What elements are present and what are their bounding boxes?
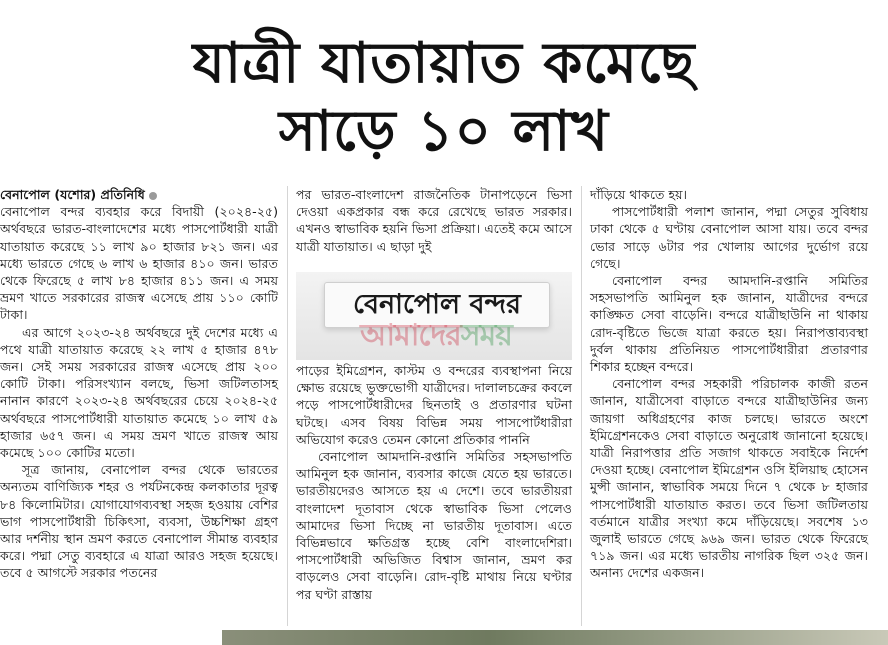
paragraph: বেনাপোল আমদানি-রপ্তানি সমিতির সহসভাপতি আমিনুল হক জানান, ব্যবসার কাজে যেতে হয় ভারতে। ভারতীয়দেরও আসতে হয় এ দেশে। তবে ভারতীয়রা বাংলাদেশ দূতাবাস থেকে স্বাভাবিক ভিসা পেলেও আমাদের ভিসা দিচ্ছে না ভারতীয় দূতাবাস। এতে বিভিন্নভাবে ক্ষতিগ্রস্ত হচ্ছে বেশি বাংলাদেশিরা। পাসপোর্টধারী অভিজিত বিশ্বাস জানান, ভ্রমণ কর বাড়লেও সেবা বাড়েনি। রোদ-বৃষ্টি মাথায় নিয়ে ঘণ্টার পর ঘণ্টা রাস্তায়: [296, 449, 572, 602]
article-photo: [296, 272, 572, 360]
article-column-3: [590, 186, 868, 582]
paragraph: বেনাপোল বন্দর সহকারী পরিচালক কাজী রতন জানান, যাত্রীসেবা বাড়াতে বন্দরে যাত্রীছাউনির জন্য জায়গা অধিগ্রহণের কাজ চলছে। ভারতে অংশে ইমিগ্রেশনকেও সেবা বাড়াতে অনুরোধ জানানো হয়েছে। যাত্রী নিরাপত্তার প্রতি সজাগ থাকতে সবাইকে নির্দেশ দেওয়া হচ্ছে। বেনাপোল ইমিগ্রেশন ওসি ইলিয়াছ হোসেন মুন্সী জানান, স্বাভাবিক সময়ে দিনে ৭ থেকে ৮ হাজার পাসপোর্টধারী যাতায়াত করত। তবে ভিসা জটিলতায় বর্তমানে যাত্রীর সংখ্যা কমে দাঁড়িয়েছে। সবশেষ ১৩ জুলাই ভারতে গেছে ৯৬৯ জন। ভারত থেকে ফিরেছে ৭১৯ জন। এর মধ্যে ভারতীয় নাগরিক ছিল ৩২৫ জন। অনান্য দেশের একজন।: [590, 376, 868, 581]
column-divider: [581, 186, 582, 626]
paragraph: পাসপোর্টধারী পলাশ জানান, পদ্মা সেতুর সুবিধায় ঢাকা থেকে ৫ ঘণ্টায় বেনাপোল আসা যায়। তবে বন্দর ভোর সাড়ে ৬টার পর খোলায় আগের দুর্ভোগ রয়ে গেছে।: [590, 204, 868, 271]
article-column-2-top: [296, 186, 572, 255]
column-divider: [287, 186, 288, 626]
headline: [0, 30, 888, 164]
headline-line-1: যাত্রী যাতায়াত কমেছে: [192, 30, 696, 96]
photo-sign: বেনাপোল বন্দর: [324, 282, 550, 328]
bullet-icon: [149, 192, 157, 200]
article-column-2-bottom: [296, 362, 572, 603]
paragraph: পাড়ের ইমিগ্রেশন, কাস্টম ও বন্দরের ব্যবস্থাপনা নিয়ে ক্ষোভ রয়েছে ভুক্তভোগী যাত্রীদের। দালালচক্রের কবলে পড়ে পাসপোর্টধারীদের ছিনতাই ও প্রতারণার ঘটনা ঘটছে। এসব বিষয় বিভিন্ন সময় পাসপোর্টধারীরা অভিযোগ করেও তেমন কোনো প্রতিকার পাননি: [296, 363, 572, 447]
headline-line-2: সাড়ে ১০ লাখ: [278, 98, 610, 164]
byline: বেনাপোল (যশোর) প্রতিনিধি: [0, 187, 145, 202]
paragraph: এর আগে ২০২৩-২৪ অর্থবছরে দুই দেশের মধ্যে এ পথে যাত্রী যাতায়াত করেছে ২২ লাখ ৫ হাজার ৪৭৮ জন। সেই সময় সরকারের রাজস্ব এসেছে প্রায় ২০০ কোটি টাকা। পরিসংখ্যান বলছে, ভিসা জটিলতাসহ নানান কারণে ২০২৩-২৪ অর্থবছরের চেয়ে ২০২৪-২৫ অর্থবছরে পাসপোর্টধারী যাতায়াত কমেছে ১০ লাখ ৫৯ হাজার ৬৫৭ জন। এ সময় ভ্রমণ খাতে রাজস্ব আয় কমেছে ১০০ কোটির মতো।: [0, 324, 278, 461]
paragraph: বেনাপোল বন্দর আমদানি-রপ্তানি সমিতির সহসভাপতি আমিনুল হক জানান, যাত্রীদের বন্দরে কাঙ্ক্ষিত সেবা বাড়েনি। বন্দরে যাত্রীছাউনি না থাকায় রোদ-বৃষ্টিতে ভিজে যাত্রা করতে হয়। নিরাপত্তাব্যবস্থা দুর্বল থাকায় প্রতিনিয়ত পাসপোর্টধারীরা প্রতারণার শিকার হচ্ছেন বন্দরে।: [590, 273, 868, 375]
next-photo-strip: [222, 630, 888, 645]
paragraph: দাঁড়িয়ে থাকতে হয়।: [590, 187, 688, 202]
watermark-part-2: সময়: [460, 318, 512, 353]
paragraph: পর ভারত-বাংলাদেশ রাজনৈতিক টানাপড়েনে ভিসা দেওয়া একপ্রকার বন্ধ করে রেখেছে ভারত সরকার। এখনও স্বাভাবিক হয়নি ভিসা প্রক্রিয়া। এতেই কমে আসে যাত্রী যাতায়াত। এ ছাড়া দুই: [296, 187, 572, 254]
paragraph: বেনাপোল বন্দর ব্যবহার করে বিদায়ী (২০২৪-২৫) অর্থবছরে ভারত-বাংলাদেশের মধ্যে পাসপোর্টধারী যাত্রী যাতায়াত করেছে ১১ লাখ ৯০ হাজার ৮২১ জন। এর মধ্যে ভারতে গেছে ৬ লাখ ৬ হাজার ৪১০ জন। ভারত থেকে ফিরেছে ৫ লাখ ৮৪ হাজার ৪১১ জন। এ সময় ভ্রমণ খাতে সরকারের রাজস্ব এসেছে প্রায় ১১০ কোটি টাকা।: [0, 204, 278, 323]
paragraph: সূত্র জানায়, বেনাপোল বন্দর থেকে ভারতের অন্যতম বাণিজ্যিক শহর ও পর্যটনকেন্দ্র কলকাতার দূরত্ব ৮৪ কিলোমিটার। যোগাযোগব্যবস্থা সহজ হওয়ায় বেশির ভাগ পাসপোর্টধারী চিকিৎসা, ব্যবসা, উচ্চশিক্ষা গ্রহণ আর দর্শনীয় স্থান ভ্রমণ করতে বেনাপোল সীমান্ত ব্যবহার করে। পদ্মা সেতু ব্যবহারে এ যাত্রা আরও সহজ হয়েছে। তবে ৫ আগস্টে সরকার পতনের: [0, 462, 278, 581]
watermark-part-1: আমাদের: [360, 318, 461, 353]
article-column-1: [0, 186, 278, 582]
watermark-logo: [316, 312, 556, 360]
